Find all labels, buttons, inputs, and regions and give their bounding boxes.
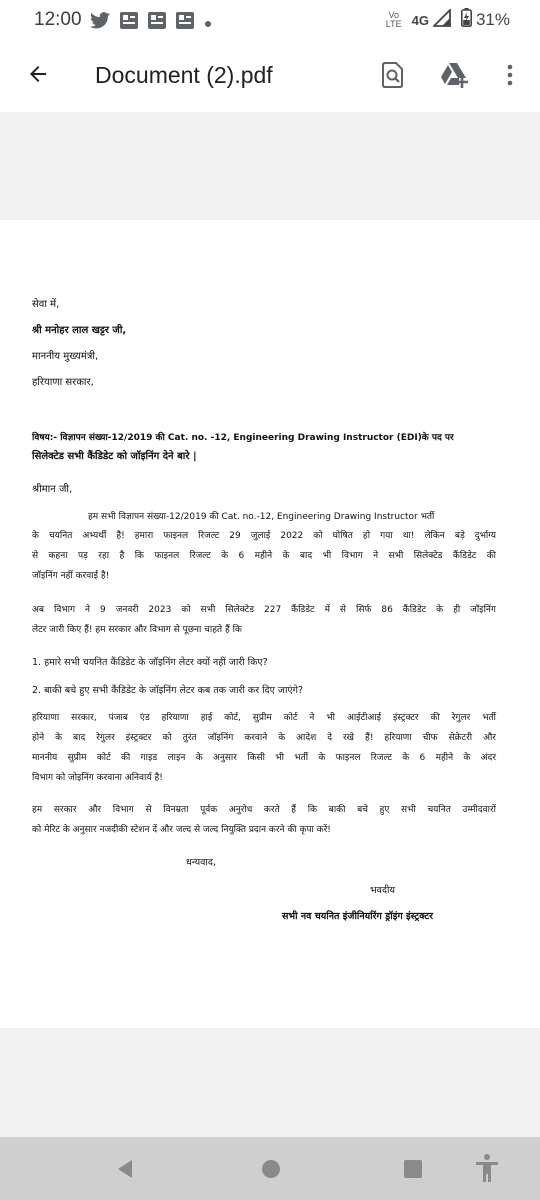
para1-line-3: से कहना पड़ रहा है कि फाइनल रिजल्ट के 6 महीने के बाद भी विभाग ने सभी सिलेक्टेड कैंडिडेट की: [32, 551, 496, 561]
para4-line-1: हम सरकार और विभाग से विनम्रता पूर्वक अनुरोध करते हैं कि बाकी बचे हुए सभी चयनित उम्मीदवारों: [32, 805, 496, 815]
accessibility-button[interactable]: [473, 1153, 501, 1183]
nav-home-button[interactable]: [259, 1157, 283, 1181]
para3-line-3: माननीय सुप्रीम कोर्ट की गाइड लाइन के अनुसार किसी भी भर्ती के फाइनल रिजल्ट के 6 महीने के अंदर: [32, 753, 496, 763]
para3-line-4: विभाग को जोइनिंग करवाना अनिवार्य है!: [32, 773, 163, 783]
question-1: 1. हमारे सभी चयनित कैंडिडेट के जॉइनिंग लेटर क्यों नहीं जारी किए?: [32, 657, 268, 668]
find-in-page-button[interactable]: [374, 58, 412, 96]
twitter-icon: [90, 12, 110, 33]
para2-line-1: अब विभाग ने 9 जनवरी 2023 को सभी सिलेक्टेड 227 कैंडिडेट में से सिर्फ 86 कैंडिडेट के ही जॉइनिंग: [32, 605, 496, 615]
notification-icons: [90, 12, 212, 33]
add-to-drive-icon: [440, 62, 470, 92]
accessibility-icon: [473, 1168, 501, 1187]
status-time: 12:00: [34, 9, 82, 30]
para3-line-1: हरियाणा सरकार, पंजाब एंड हरियाणा हाई कोर्ट, सुप्रीम कोर्ट ने भी आईटीआई इंस्ट्रक्टर की रेगुलर भर्ती: [32, 713, 496, 723]
para1-line-2: के चयनित अभ्यर्थी है! हमारा फाइनल रिजल्ट 29 जुलाई 2022 को घोषित हो गया था! लेकिन बड़े दुर्भाग्य: [32, 531, 496, 541]
news-icon: [176, 12, 194, 33]
para4-line-2: को मेरिट के अनुसार नजदीकी स्टेशन दें और जल्द से जल्द नियुक्ति प्रदान करने की कृपा करें!: [32, 825, 331, 835]
recipient-title: माननीय मुख्यमंत्री,: [32, 351, 99, 362]
news-icon: [120, 12, 138, 33]
app-bar: [0, 42, 540, 112]
pdf-page: [0, 220, 540, 1028]
battery-icon: [461, 8, 472, 32]
more-notifications-dot-icon: [204, 13, 212, 32]
signature: सभी नव चयनित इंजीनियरिंग ड्रॉइंग इंस्ट्रक्टर: [282, 911, 434, 922]
news-icon: [148, 12, 166, 33]
signal-icon: [433, 9, 451, 32]
nav-home-icon: [259, 1166, 283, 1185]
back-button[interactable]: [18, 56, 58, 96]
nav-recents-button[interactable]: [401, 1157, 425, 1181]
nav-back-button[interactable]: [113, 1157, 137, 1181]
more-options-button[interactable]: [492, 58, 528, 96]
back-arrow-icon: [26, 62, 50, 90]
para2-line-2: लेटर जारी किए हैं! हम सरकार और विभाग से पूछना चाहते हैं कि: [32, 625, 242, 635]
battery-percent: 31%: [475, 10, 510, 29]
volte-indicator: Vo LTE: [385, 10, 402, 29]
subject-line-2: सिलेक्टेड सभी कैंडिडेट को जॉइनिंग देने बारे |: [32, 451, 197, 462]
salutation: सेवा में,: [32, 299, 60, 310]
recipient-name: श्री मनोहर लाल खट्टर जी,: [32, 325, 127, 336]
system-status-icons: [386, 8, 510, 32]
find-in-page-icon: [382, 62, 404, 92]
thanks: धन्यवाद,: [186, 857, 216, 868]
recipient-org: हरियाणा सरकार,: [32, 377, 94, 388]
greeting: श्रीमान जी,: [32, 484, 73, 495]
nav-back-icon: [113, 1166, 137, 1185]
closing: भवदीय: [370, 885, 395, 896]
para1-line-4: जॉइनिंग नहीं करवाई है!: [32, 571, 110, 581]
para3-line-2: होने के बाद रेगुलर इंस्ट्रक्टर को तुरंत जॉइनिंग करवाने के आदेश दे रखे हैं! हरियाणा चीफ सेक्रेटरी और: [32, 733, 496, 743]
add-to-drive-button[interactable]: [436, 58, 474, 96]
subject-line-1: विषय:- विज्ञापन संख्या-12/2019 की Cat. no. -12, Engineering Drawing Instructor (EDI)के पद पर: [32, 433, 454, 443]
para1-line-1: हम सभी विज्ञापन संख्या-12/2019 की Cat. no.-12, Engineering Drawing Instructor भर्ती: [88, 512, 435, 522]
document-title: Document (2).pdf: [95, 62, 273, 88]
question-2: 2. बाकी बचे हुए सभी कैंडिडेट के जॉइनिंग लेटर कब तक जारी कर दिए जाएंगे?: [32, 685, 304, 696]
more-vert-icon: [507, 64, 513, 90]
network-type: 4G: [411, 12, 429, 28]
system-nav-bar: [0, 1137, 540, 1200]
nav-recents-icon: [401, 1166, 425, 1185]
status-bar: [0, 0, 540, 42]
pdf-viewer[interactable]: [0, 112, 540, 1137]
